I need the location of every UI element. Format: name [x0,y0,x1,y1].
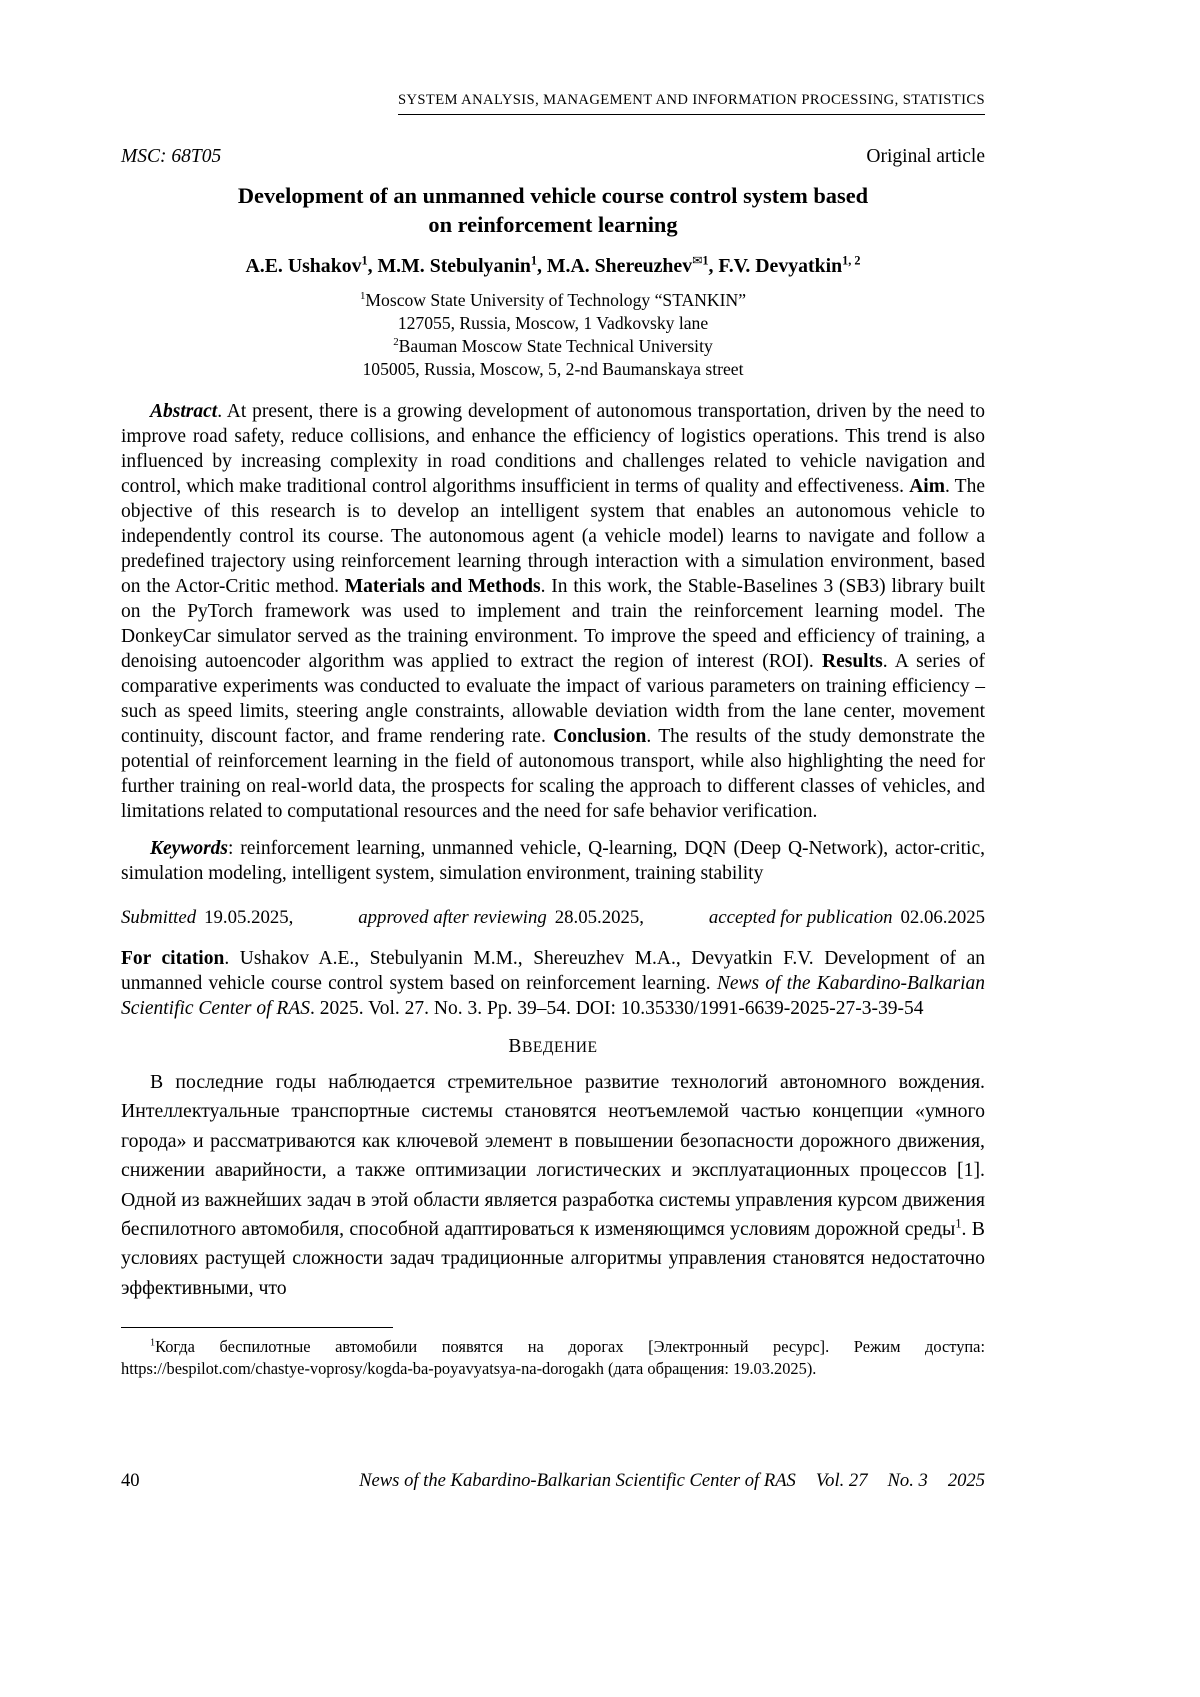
aim-label: Aim [909,476,945,497]
paper-title [121,181,985,239]
msc-code: MSC: 68T05 [121,146,222,167]
dates-line [121,906,985,930]
affiliations-block [121,289,985,381]
paper-title-line1: Development of an unmanned vehicle course control system based [237,183,869,208]
materials-methods-label: Materials and Methods [344,576,541,597]
approved-date: approved after reviewing 28.05.2025, [358,907,644,928]
abstract-paragraph: Abstract. At present, there is a growing development of autonomous transportation, driven by the need to improve road safety, reduce collisions, and enhance the efficiency of logistics operations. This trend is also influenced by increasing complexity in road conditions and challenges related to vehicle navigation and control, which make traditional control algorithms insufficient in terms of quality and effectiveness. Aim. The objective of this research is to develop an intelligent system that enables an autonomous vehicle to independently control its course. The autonomous agent (a vehicle model) learns to navigate and follow a predefined trajectory using reinforcement learning through interaction with a simulation environment, based on the Actor-Critic method. Materials and Methods. In this work, the Stable-Baselines 3 (SB3) library built on the PyTorch framework was used to implement and train the reinforcement learning model. The DonkeyCar simulator served as the training environment. To improve the speed and efficiency of training, a denoising autoencoder algorithm was applied to extract the region of interest (ROI). Results. A series of comparative experiments was conducted to evaluate the impact of various parameters on training efficiency – such as speed limits, steering angle constraints, allowable deviation width from the lane center, movement continuity, discount factor, and frame rendering rate. Conclusion. The results of the study demonstrate the potential of reinforcement learning in the field of autonomous transport, while also highlighting the need for further training on real-world data, the prospects for scaling the approach to different classes of vehicles, and limitations related to computational resources and the need for safe behavior verification. [121,401,986,822]
introduction-paragraph: В последние годы наблюдается стремительное развитие технологий автономного вождения. Интеллектуальные транспортные системы становятся неотъемлемой частью концепции «умного города» и рассматриваются как ключевой элемент в повышении безопасности дорожного движения, снижении аварийности, а также оптимизации логистических и эксплуатационных процессов [1]. Одной из важнейших задач в этой области является разработка системы управления курсом движения беспилотного автомобиля, способной адаптироваться к изменяющимся условиям дорожной среды$^1$. В условиях растущей сложности задач традиционные алгоритмы управления становятся недостаточно эффективными, что [121,1071,985,1299]
page-footer [121,1470,985,1492]
authors-line [121,253,985,279]
author-name: , M.A. Shereuzhev [536,255,693,277]
author-name: A.E. Ushakov [245,255,362,277]
affiliation-line: $^2$Bauman Moscow State Technical University [393,336,713,356]
results-label: Results [822,651,883,672]
footer-year: 2025 [947,1470,985,1491]
author-affil-sup: 1 [361,253,368,268]
page-number: 40 [121,1470,140,1491]
journal-name: News of the Kabardino-Balkarian Scientific Center of RAS [121,973,985,1019]
section-heading-introduction: ВВЕДЕНИЕ [508,1036,598,1057]
footnote-marker: 1 [150,1337,156,1349]
footer-issue: No. 3 [887,1470,928,1491]
article-meta-row [121,145,985,169]
author-affil-sup: 1 [702,253,709,268]
author-name: , F.V. Devyatkin [708,255,843,277]
author-affil-sup: 1, 2 [842,253,861,268]
footer-volume: Vol. 27 [815,1470,868,1491]
page-content [121,0,985,1397]
running-head-text: SYSTEM ANALYSIS, MANAGEMENT AND INFORMATION PROCESSING, STATISTICS [398,92,985,115]
affiliation-line: 127055, Russia, Moscow, 1 Vadkovsky lane [397,313,709,333]
citation-paragraph: For citation. Ushakov A.E., Stebulyanin M.M., Shereuzhev M.A., Devyatkin F.V. Development of an unmanned vehicle course control system based on reinforcement learning. News of the Kabardino-Balkarian Scientific Center of RAS. 2025. Vol. 27. No. 3. Pp. 39–54. DOI: 10.35330/1991-6639-2025-27-3-39-54 [121,948,985,1019]
mail-icon: ✉ [692,253,703,268]
article-type-label: Original article [866,146,985,167]
footnote-rule [121,1327,393,1328]
for-citation-label: For citation [121,948,225,969]
running-head [121,0,985,115]
keywords-paragraph: Keywords: reinforcement learning, unmanned vehicle, Q-learning, DQN (Deep Q-Network), actor-critic, simulation modeling, intelligent system, simulation environment, training stability [121,838,985,884]
footer-journal-line [359,1470,985,1492]
accepted-date: accepted for publication 02.06.2025 [708,907,985,928]
footnote-reference: 1 [955,1216,962,1231]
abstract-label: Abstract [150,401,218,422]
keywords-label: Keywords [150,838,228,859]
affiliation-line: $^1$Moscow State University of Technology “STANKIN” [359,290,747,310]
author-name: , M.M. Stebulyanin [367,255,531,277]
footer-journal-title: News of the Kabardino-Balkarian Scientific Center of RAS [359,1470,796,1491]
affiliation-line: 105005, Russia, Moscow, 5, 2-nd Baumanskaya street [362,359,744,379]
paper-title-line2: on reinforcement learning [428,212,678,237]
conclusion-label: Conclusion [553,726,647,747]
submitted-date: Submitted 19.05.2025, [121,907,294,928]
author-affil-sup: 1 [530,253,537,268]
footnote-text: $^1$Когда беспилотные автомобили появятся на дорогах [Электронный ресурс]. Режим доступа: https://bespilot.com/chastye-voprosy/kogda-ba-poyavyatsya-na-dorogakh (дата обращения: 19.03.2025). [121,1337,985,1379]
